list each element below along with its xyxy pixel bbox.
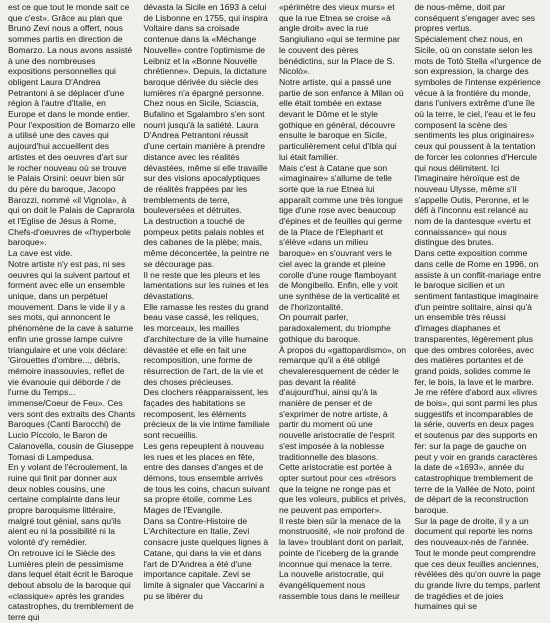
paragraph: Il ne reste que les pleurs et les lamentations sur les ruines et les dévastations. bbox=[143, 269, 269, 301]
paragraph: À propos du «gattopardismo», on remarque qu'il a été obligé chevaleresquement de céder le pas devant la réalité d'aujourd'hui, ainsi qu'à la manière de penser et de s'exprimer de notre artiste, à partir du moment où une nouvelle aristocratie de l'esprit s'est imposée à la noblesse traditionnelle des blasons. bbox=[279, 344, 407, 462]
paragraph: En y volant de l'écroulement, la ruine qui finit par donner aux deux nobles cousins, une certaine complainte dans leur propre baroquisme littéraire, malgré tout génial, sans qu'ils aient eu ni la possibilité ni la volonté d'y remédier. bbox=[8, 462, 128, 548]
paragraph: Notre artiste, qui a passé une partie de son enfance à Milan où elle était tombée en extase devant le Dôme et le style gothique en général, découvre ensuite le baroque en Sicile, particulièrement celui d'Ibla qui lui était familier. bbox=[279, 76, 404, 162]
text-column-2 bbox=[143, 2, 272, 601]
text-column-3 bbox=[279, 2, 407, 601]
paragraph: de nous-même, doit par conséquent s'engager avec ses propres vertus. bbox=[414, 2, 536, 34]
paragraph: La destruction a touché de pompeux petits palais nobles et des cabanes de la plèbe; mais, même déconcertée, la peintre ne se décourage pas. bbox=[143, 216, 270, 269]
text-column-4 bbox=[414, 2, 543, 612]
paragraph: Spécialement chez nous, en Sicile, où on constate selon les mots de Totò Stella «l'urgence de son expression, la charge des symboles de l'intense expérience vécue à la frontière du monde, dans l'univers extrême d'une île où la terre, le ciel, l'eau et le feu composent la scène des sentiments les plus originaires» ceux qui poussent à la tentation de forcer les colonnes d'Hercule qui nous délimitent. Ici l'imaginaire héroïque est de nouveau Ulysse, même s'il s'appelle Outis, Peronne, et le défi à l'inconnu est relancé au nom de la dantesque «vertu et connaissance» qui nous distingue des brutes. bbox=[414, 34, 542, 248]
paragraph: La cave est vide. bbox=[8, 248, 73, 259]
paragraph: est ce que tout le monde sait ce que c'est». Grâce au plan que Bruno Zevi nous a offert, nous sommes partis en direction de Bomarzo. La nous avons assisté à une des nombreuses expositions personnelles qui obligent Laura D'Andrea Petrantoni à se déplacer d'une région à l'autre d'Italie, en Europe et dans le monde entier. bbox=[8, 2, 133, 120]
paragraph: Il reste bien sûr la menace de la monstruosité, «le noir profond de la lave» troublant dont on parlait, pointe de l'iceberg de la grande inconnue qui menace la terre. bbox=[279, 515, 405, 569]
paragraph: Sur la page de droite, il y a un document qui reporte les noms des nouveaux-nés de l'année. Tout le monde peut comprendre que ces deux feuilles anciennes, révélées dès qu'on ouvre la page du grande livre du temps, parlent de tragédies et de joies humaines qui se bbox=[414, 515, 541, 612]
paragraph: On pourrait parler, paradoxalement, du triomphe gothique du baroque. bbox=[279, 312, 391, 344]
paragraph: La nouvelle aristocratie, qui évangéliquement nous rassemble tous dans le meilleur bbox=[279, 569, 400, 601]
paragraph: Pour l'exposition de Bomarzo elle a utilisé une des caves qui aujourd'hui accueillent des artistes et des oeuvres d'art sur le rocher nouveau où se trouve le Palais Orsini: oeuvr bien sûr du père du baroque, Jacopo Barozzi, nommé «il Vignola», à qui on doit le Palais de Caprarola et l'Eglise de Jésus à Rome, Chefs-d'oeuvres de «l'hyperbole baroque». bbox=[8, 119, 136, 248]
paragraph: Dans cette exposition comme dans celle de Rome en 1996, on assiste à un conflit-mariage entre le baroque sicilien et un sentiment fantastique imaginaire d'un peintre solitaire, ainsi qu'à un ensemble très réussi d'images diaphanes et transparentes, légèrement plus que des ombres colorées, avec des matières portantes et de grand poids, solides comme le fer, le bois, la lave et le marbre. bbox=[414, 248, 542, 387]
paragraph: Dans sa Contre-Histoire de L'Architecture en Italie, Zevi consacre juste quelques lignes à Catane, qui dans la vie et dans l'art de D'Andrea a été d'une importance capitale. Zevi se limite à signaler que Vaccarini a pu se libérer du bbox=[143, 515, 269, 601]
paragraph: Mais c'est à Catane que son «imaginaire» s'allume de telle sorte que la rue Etnea lui apparaît comme une très longue tige d'une rose avec beaucoup d'épines et de feuilles qui germe de la Place de l'Elephant et s'élève «dans un milieu baroque» en s'ouvrant vers le ciel avec la grande et pleine corolle d'une rouge flamboyant de Mongibello. Enfin, elle y voit une synthèse de la verticalité et de l'horizontalité. bbox=[279, 162, 403, 312]
paragraph: Cette aristocratie est portée à opter surtout pour ces «trésors que la teigne ne ronge pas et que les voleurs, publics et privés, ne peuvent pas emporter». bbox=[279, 462, 406, 516]
paragraph: Des clochers réapparaissent, les façades des habitations se recomposent, les éléments précieux de la vie intime familiale sont recueillis. bbox=[143, 387, 270, 441]
paragraph: Elle ramasse les restes du grand beau vase cassé, les reliques, les morceaux, les mailles d'architecture de la ville humaine dévastée et elle en fait une recomposition, une forme de résurrection de l'art, de la vie et des choses précieuses. bbox=[143, 301, 269, 387]
paragraph: Notre artiste n'y est pas, ni ses oeuvres qui la suivent partout et forment avec elle un ensemble unique, dans un perpétuel mouvement. Dans le vide il y a ses mots, qui annoncent le phénomène de la cave à saturne enfin une grosse lampe cuivre triangulaire et une voix déclare: 'Girouettes d'ombre..., débris, mémoire inassouvies, reflet de vie évanouie qui déborde / de l'urne du Temps... immense/Coeur de Feu». Ces vers sont des extraits des Chants Baroques (Canti Barocchi) de Lucio Piccolo, le Baron de Calanovella, cousin de Giuseppe Tomasi di Lampedusa. bbox=[8, 258, 136, 462]
text-column-1 bbox=[8, 2, 136, 623]
paragraph: Les gens repeuplent à nouveau les rues et les places en fête, entre des danses d'anges et de démons, tous ensemble arrivés de tous les coins, chacun suivant sa propre étoile, comme Les Mages de l'Evangile. bbox=[143, 440, 270, 516]
paragraph: On retrouve ici le Siècle des Lumières plein de pessimisme dans lequel était écrit le Baroque debout absolu de la baroque qui «classique» après les grandes catastrophes, du tremblement de terre qui bbox=[8, 547, 134, 623]
paragraph: dévasta la Sicile en 1693 à celui de Lisbonne en 1755, qui inspira Voltaire dans sa croisade contenue dans la «Méchange Nouvelle» contre l'optimisme de Leibniz et la «Bonne Nouvelle chrétienne». Depuis, la dictature baroque dérivée du siècle des lumières n'a épargné personne. Chez nous en Sicile, Sciascia, Bufalino et Sgalambro s'en sont nourri jusqu'à la satiété. Laura D'Andrea Petrantoni réussit d'une certain manière à prendre distance avec les réalités dévastées, même si elle travaille sur des visions apocalyptiques de réalités frappées par les tremblements de terre, bouleversées et détruites. bbox=[143, 2, 268, 216]
paragraph: Je me réfère d'abord aux «livres de bois», qui sont parmi les plus suggestifs et incomparables de la série, ouverts en deux pages et soutenus par des supports en fer: sur la page de gauche on peut y voir en grands caractères la date de «1693», année du catastrophique tremblement de terre de la Vallée de Noto, point de départ de la reconstruction baroque. bbox=[414, 387, 538, 516]
paragraph: «périmètre des vieux murs» et que la rue Etnea se croise «à angle droit» avec la rue Sangiuliano «qui se termine par le couvent des pères bénédictins, sur la Place de S. Nicolò». bbox=[279, 2, 400, 77]
